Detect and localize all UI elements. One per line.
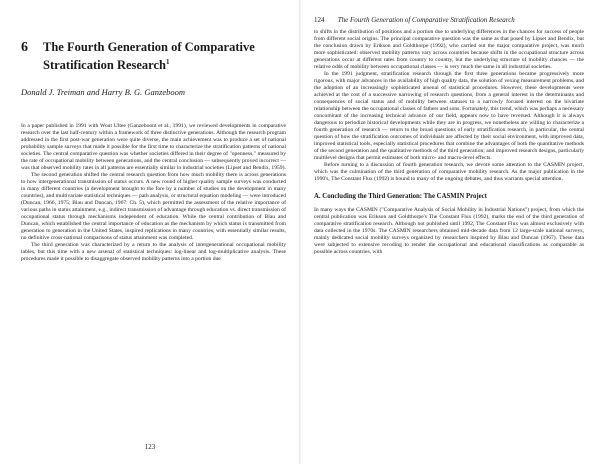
right-paragraph-3: Before turning to a discussion of fourth generation research, we devote some attention to the CASMIN project, which was the culmination of the third generation of comparative mobility research. As the major publication in the 1990's, The Constant Flux (1992) is bound to many of the ongoing debates, and thus warrants special attention. [314,162,584,182]
left-paragraph-1: In a paper published in 1991 with Wout Ultee (Ganzeboom et al., 1991), we reviewed developments in comparative research over the last half-century within a framework of three distinctive generations. Although the research program addressed in the first post-war generation were quite diverse, the main achievement was to produce a set of national probability sample surveys that made it possible for the first time to characterize the stratification patterns of national societies. The central comparative question was whether societies differed in their degree of "openness," measured by the rate of occupational mobility between generations, and the central conclusion — subsequently proved incorrect — was that observed mobility rates in all patterns are essentially similar in industrial societies (Lipset and Bendix, 1959). [21,123,286,172]
section-heading: A. Concluding the Third Generation: The CASMIN Project [314,193,487,200]
running-head [314,16,584,25]
right-paragraph-1: to shifts in the distribution of positions and a portion due to underlying differences in the chances for success of people from different social origins. The principal comparative question was the same as that posed by Lipset and Bendix, but the conclusion drawn by Erikson and Goldthorpe (1992), who carried out the major comparative project, was much more sophisticated: observed mobility patterns vary across countries because shifts in the occupational structure across generations occur at different rates from country to country, but the underlying structure of mobility chances — the relative odds of mobility between occupational classes — is very much the same in all industrial societies. [314,29,584,70]
right-paragraph-2: In the 1991 judgment, stratification research through the first three generations became progressively more rigorous, with major advances in the availability of high quality data, the solution of vexing measurement problems, and the adoption of an increasingly sophisticated arsenal of statistical procedures. However, these developments were achieved at the cost of a successive narrowing of research questions, from a general interest in the determinants and consequences of social status and of mobility between statuses to a narrowly focused interest on the bivariate relationship between the occupational classes of fathers and sons. Fortunately, this trend, which was perhaps a necessary concomitant of the increasing technical advance of our field, appears now to have reversed. Although it is always dangerous to periodize historical developments while they are in progress, we nonetheless are willing to characterize a fourth generation of research — return to the broad questions of early stratification research, in particular, the central question of how the stratification outcomes of individuals are affected by their social environment, with improved data, improved statistical tools, especially statistical procedures that combine the advantages of both the quantitative methods of the second generation and the qualitative methods of the third generation; and improved research designs, particularly multilevel designs that permit estimates of both micro- and macro-level effects. [314,71,584,161]
left-page-number: 123 [144,443,156,451]
chapter-title [43,40,273,73]
chapter-heading [21,40,286,73]
chapter-footnote-marker: 1 [166,58,170,66]
chapter-title-text: The Fourth Generation of Comparative Stratification Research [43,40,255,73]
chapter-number: 6 [21,40,28,55]
left-paragraph-3: The third generation was characterized by a return to the analysis of intergenerational occupational mobility tables, but this time with a new arsenal of statistical techniques: log-linear and log-multiplicative analysis. These procedures made it possible to disaggregate observed mobility patterns into a portion due [21,242,286,263]
right-paragraph-4: In many ways the CASMIN ("Comparative Analysis of Social Mobility in Industrial Nations") project, from which the central publication was Erikson and Goldthorpe's The Constant Flux (1992), marks the end of the third generation of comparative stratification research. Although not published until 1992, The Constant Flux was almost exclusively with data collected in the 1970s. The CASMIN researchers obtained mid-decade data from 12 large-scale national surveys, mainly dedicated social mobility surveys organized by researchers inspired by Blau and Duncan (1967). These data were subjected to extensive recoding to render the occupational and educational classifications as comparable as possible across countries, with [314,207,584,255]
right-page-number: 124 [314,16,325,24]
left-paragraph-2: The second generation shifted the central research question from how much mobility there is across generations to how intergenerational transmission of status occurs. A new round of higher quality sample surveys was conducted in many different countries (a development brought to the fore by a number of studies on the development in many countries), and multivariate statistical techniques — path analysis, or structural equation modeling — were introduced (Duncan, 1966, 1975; Blau and Duncan, 1967: Ch. 5), which permitted the assessment of the relative importance of various paths in status attainment, e.g., indirect transmission of advantage through education vs. direct transmission of occupational status through mechanisms independent of education. While the central contribution of Blau and Duncan, which established the central importance of education as the mechanism by which status is transmitted from generation to generation in the United States, inspired replications in many countries, with essentially similar results, no definitive cross-national comparisons of status attainment was completed. [21,172,286,242]
chapter-authors: Donald J. Treiman and Harry B. G. Ganzeboom [21,87,186,98]
right-page [300,0,600,464]
running-title: The Fourth Generation of Comparative Stratification Research [337,16,515,24]
